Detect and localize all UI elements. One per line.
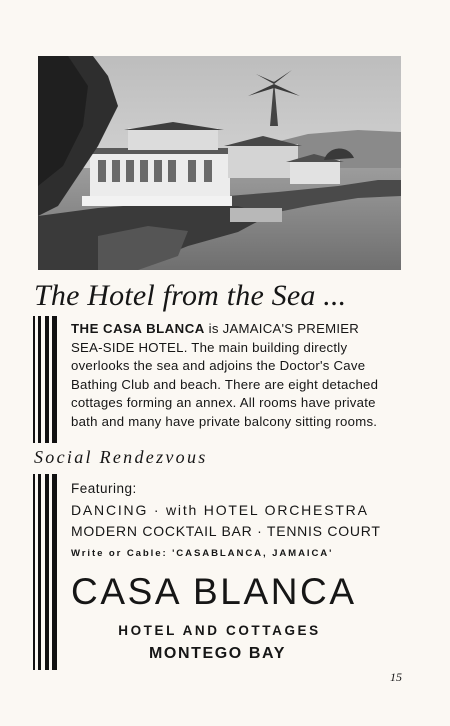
intro-line-4: Bathing Club and beach. There are eight detached [71, 376, 379, 392]
contact-line: Write or Cable: 'CASABLANCA, JAMAICA' [71, 548, 334, 559]
decorative-rule-lower [33, 474, 57, 670]
intro-paragraph [71, 320, 411, 432]
features-line-1: DANCING · with HOTEL ORCHESTRA [71, 502, 369, 518]
intro-line-6: bath and many have private balcony sitting rooms. [71, 413, 378, 429]
intro-line-2: SEA-SIDE HOTEL. The main building directly [71, 339, 348, 355]
features-label: Featuring: [71, 481, 137, 496]
tagline-location: MONTEGO BAY [148, 645, 287, 662]
intro-line-1: is JAMAICA'S PREMIER [204, 321, 360, 336]
decorative-rule-upper [33, 316, 57, 443]
tagline-hotel-cottages: HOTEL AND COTTAGES [118, 623, 321, 638]
features-line-2: MODERN COCKTAIL BAR · TENNIS COURT [71, 523, 381, 539]
hotel-photo-illustration [38, 56, 401, 270]
intro-line-5: cottages forming an annex. All rooms have private [71, 395, 376, 411]
page-number: 15 [390, 670, 402, 684]
headline: The Hotel from the Sea ... [34, 279, 347, 312]
hotel-photo [38, 56, 401, 270]
intro-line-3: overlooks the sea and adjoins the Doctor's Cave [71, 358, 366, 374]
hotel-name: CASA BLANCA [71, 571, 357, 612]
subheading: Social Rendezvous [34, 447, 208, 467]
intro-brand: THE CASA BLANCA [71, 321, 205, 336]
